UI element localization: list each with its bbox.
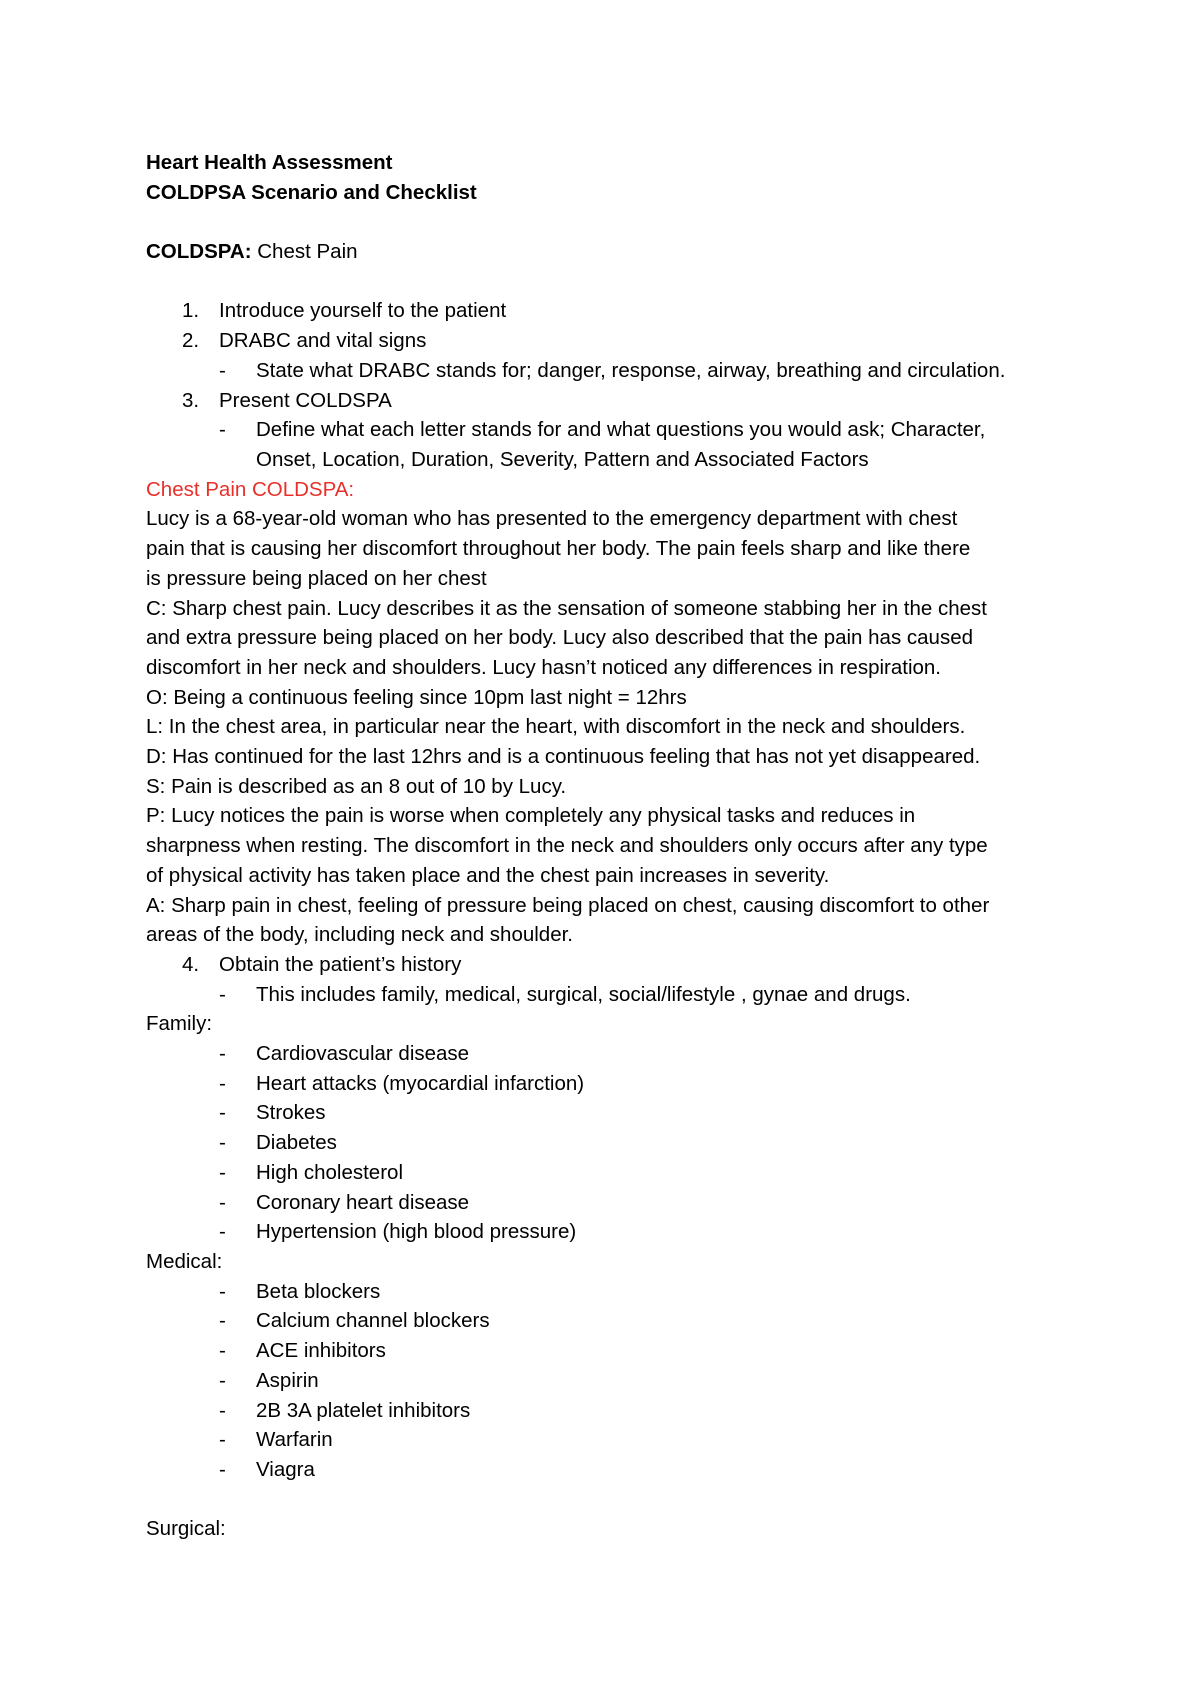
list-item-text: Strokes	[256, 1101, 326, 1125]
dash-bullet: -	[219, 1339, 226, 1363]
dash-bullet: -	[219, 1279, 226, 1303]
spacer	[146, 207, 1086, 237]
scenario-line: Lucy is a 68-year-old woman who has presented to the emergency department with chest	[146, 507, 958, 531]
list-item	[146, 1188, 1086, 1218]
list-item-text: Viagra	[256, 1457, 315, 1481]
scenario-line: D: Has continued for the last 12hrs and is a continuous feeling that has not yet disappeared.	[146, 745, 981, 769]
coldspa-intro	[146, 237, 1086, 267]
list-item	[146, 1396, 1086, 1426]
scenario-line: of physical activity has taken place and the chest pain increases in severity.	[146, 863, 830, 887]
dash-bullet: -	[219, 1042, 226, 1066]
dash-bullet: -	[219, 418, 226, 442]
dash-bullet: -	[219, 1368, 226, 1392]
dash-bullet: -	[219, 1457, 226, 1481]
step-text: Present COLDSPA	[219, 388, 392, 412]
medical-label: Medical:	[146, 1249, 223, 1273]
step-note	[146, 980, 1086, 1010]
document-page	[146, 148, 1086, 1544]
list-item-text: Cardiovascular disease	[256, 1042, 470, 1066]
document-title: Heart Health Assessment	[146, 151, 393, 174]
dash-bullet: -	[219, 1160, 226, 1184]
step-note	[146, 356, 1086, 386]
dash-bullet: -	[219, 358, 226, 382]
dash-bullet: -	[219, 1071, 226, 1095]
scenario-heading: Chest Pain COLDSPA:	[146, 477, 355, 501]
step-number: 1.	[182, 299, 200, 323]
step-text: Obtain the patient’s history	[219, 952, 462, 976]
list-item-text: Aspirin	[256, 1368, 319, 1392]
spacer	[146, 1485, 1086, 1515]
scenario-line: O: Being a continuous feeling since 10pm last night = 12hrs	[146, 685, 687, 709]
step-note-text: State what DRABC stands for; danger, response, airway, breathing and circulation.	[256, 358, 1006, 382]
step-text: Introduce yourself to the patient	[219, 299, 507, 323]
dash-bullet: -	[219, 1398, 226, 1422]
step-number: 2.	[182, 329, 200, 353]
step-number: 3.	[182, 388, 200, 412]
scenario-line: L: In the chest area, in particular near the heart, with discomfort in the neck and shoulders.	[146, 715, 966, 739]
step-note-text: This includes family, medical, surgical, social/lifestyle , gynae and drugs.	[256, 982, 911, 1006]
scenario-line: areas of the body, including neck and shoulder.	[146, 923, 573, 947]
dash-bullet: -	[219, 1101, 226, 1125]
dash-bullet: -	[219, 1190, 226, 1214]
scenario-line: and extra pressure being placed on her body. Lucy also described that the pain has caused	[146, 626, 973, 650]
scenario-line: P: Lucy notices the pain is worse when completely any physical tasks and reduces in	[146, 804, 916, 828]
scenario-line: sharpness when resting. The discomfort in the neck and shoulders only occurs after any type	[146, 834, 988, 858]
list-item	[146, 1277, 1086, 1307]
surgical-label: Surgical:	[146, 1517, 226, 1541]
dash-bullet: -	[219, 982, 226, 1006]
list-item	[146, 1217, 1086, 1247]
step-note-continuation: Onset, Location, Duration, Severity, Pattern and Associated Factors	[256, 448, 869, 471]
scenario-line: C: Sharp chest pain. Lucy describes it as the sensation of someone stabbing her in the chest	[146, 596, 987, 620]
list-item-text: Diabetes	[256, 1131, 337, 1155]
list-item-text: Coronary heart disease	[256, 1190, 470, 1214]
coldspa-intro-text: Chest Pain	[251, 240, 358, 264]
list-item	[146, 1098, 1086, 1128]
document-subtitle: COLDPSA Scenario and Checklist	[146, 180, 477, 204]
dash-bullet: -	[219, 1220, 226, 1244]
list-item	[146, 1069, 1086, 1099]
step-item	[146, 296, 1086, 326]
dash-bullet: -	[219, 1428, 226, 1452]
list-item	[146, 1158, 1086, 1188]
list-item-text: Hypertension (high blood pressure)	[256, 1220, 577, 1244]
list-item	[146, 1039, 1086, 1069]
list-item	[146, 1128, 1086, 1158]
step-note-text: Define what each letter stands for and what questions you would ask; Character,	[256, 418, 986, 442]
scenario-line: pain that is causing her discomfort throughout her body. The pain feels sharp and like there	[146, 537, 971, 561]
scenario-line: S: Pain is described as an 8 out of 10 by Lucy.	[146, 774, 567, 798]
list-item-text: Warfarin	[256, 1428, 333, 1452]
coldspa-intro-label: COLDSPA:	[146, 240, 252, 264]
list-item-text: Heart attacks (myocardial infarction)	[256, 1071, 585, 1095]
step-number: 4.	[182, 952, 200, 976]
list-item	[146, 1366, 1086, 1396]
list-item	[146, 1455, 1086, 1485]
step-text: DRABC and vital signs	[219, 329, 427, 353]
list-item-text: Calcium channel blockers	[256, 1309, 490, 1333]
scenario-line: is pressure being placed on her chest	[146, 566, 487, 590]
list-item	[146, 1336, 1086, 1366]
step-note	[146, 415, 1086, 445]
dash-bullet: -	[219, 1309, 226, 1333]
list-item-text: High cholesterol	[256, 1160, 403, 1184]
family-label: Family:	[146, 1012, 213, 1036]
step-item	[146, 950, 1086, 980]
step-item	[146, 386, 1086, 416]
list-item-text: 2B 3A platelet inhibitors	[256, 1398, 471, 1422]
list-item	[146, 1306, 1086, 1336]
list-item-text: ACE inhibitors	[256, 1339, 386, 1363]
scenario-line: A: Sharp pain in chest, feeling of pressure being placed on chest, causing discomfort to other	[146, 893, 990, 917]
step-item	[146, 326, 1086, 356]
dash-bullet: -	[219, 1131, 226, 1155]
spacer	[146, 267, 1086, 297]
scenario-line: discomfort in her neck and shoulders. Lucy hasn’t noticed any differences in respiration.	[146, 655, 942, 679]
list-item	[146, 1425, 1086, 1455]
list-item-text: Beta blockers	[256, 1279, 381, 1303]
